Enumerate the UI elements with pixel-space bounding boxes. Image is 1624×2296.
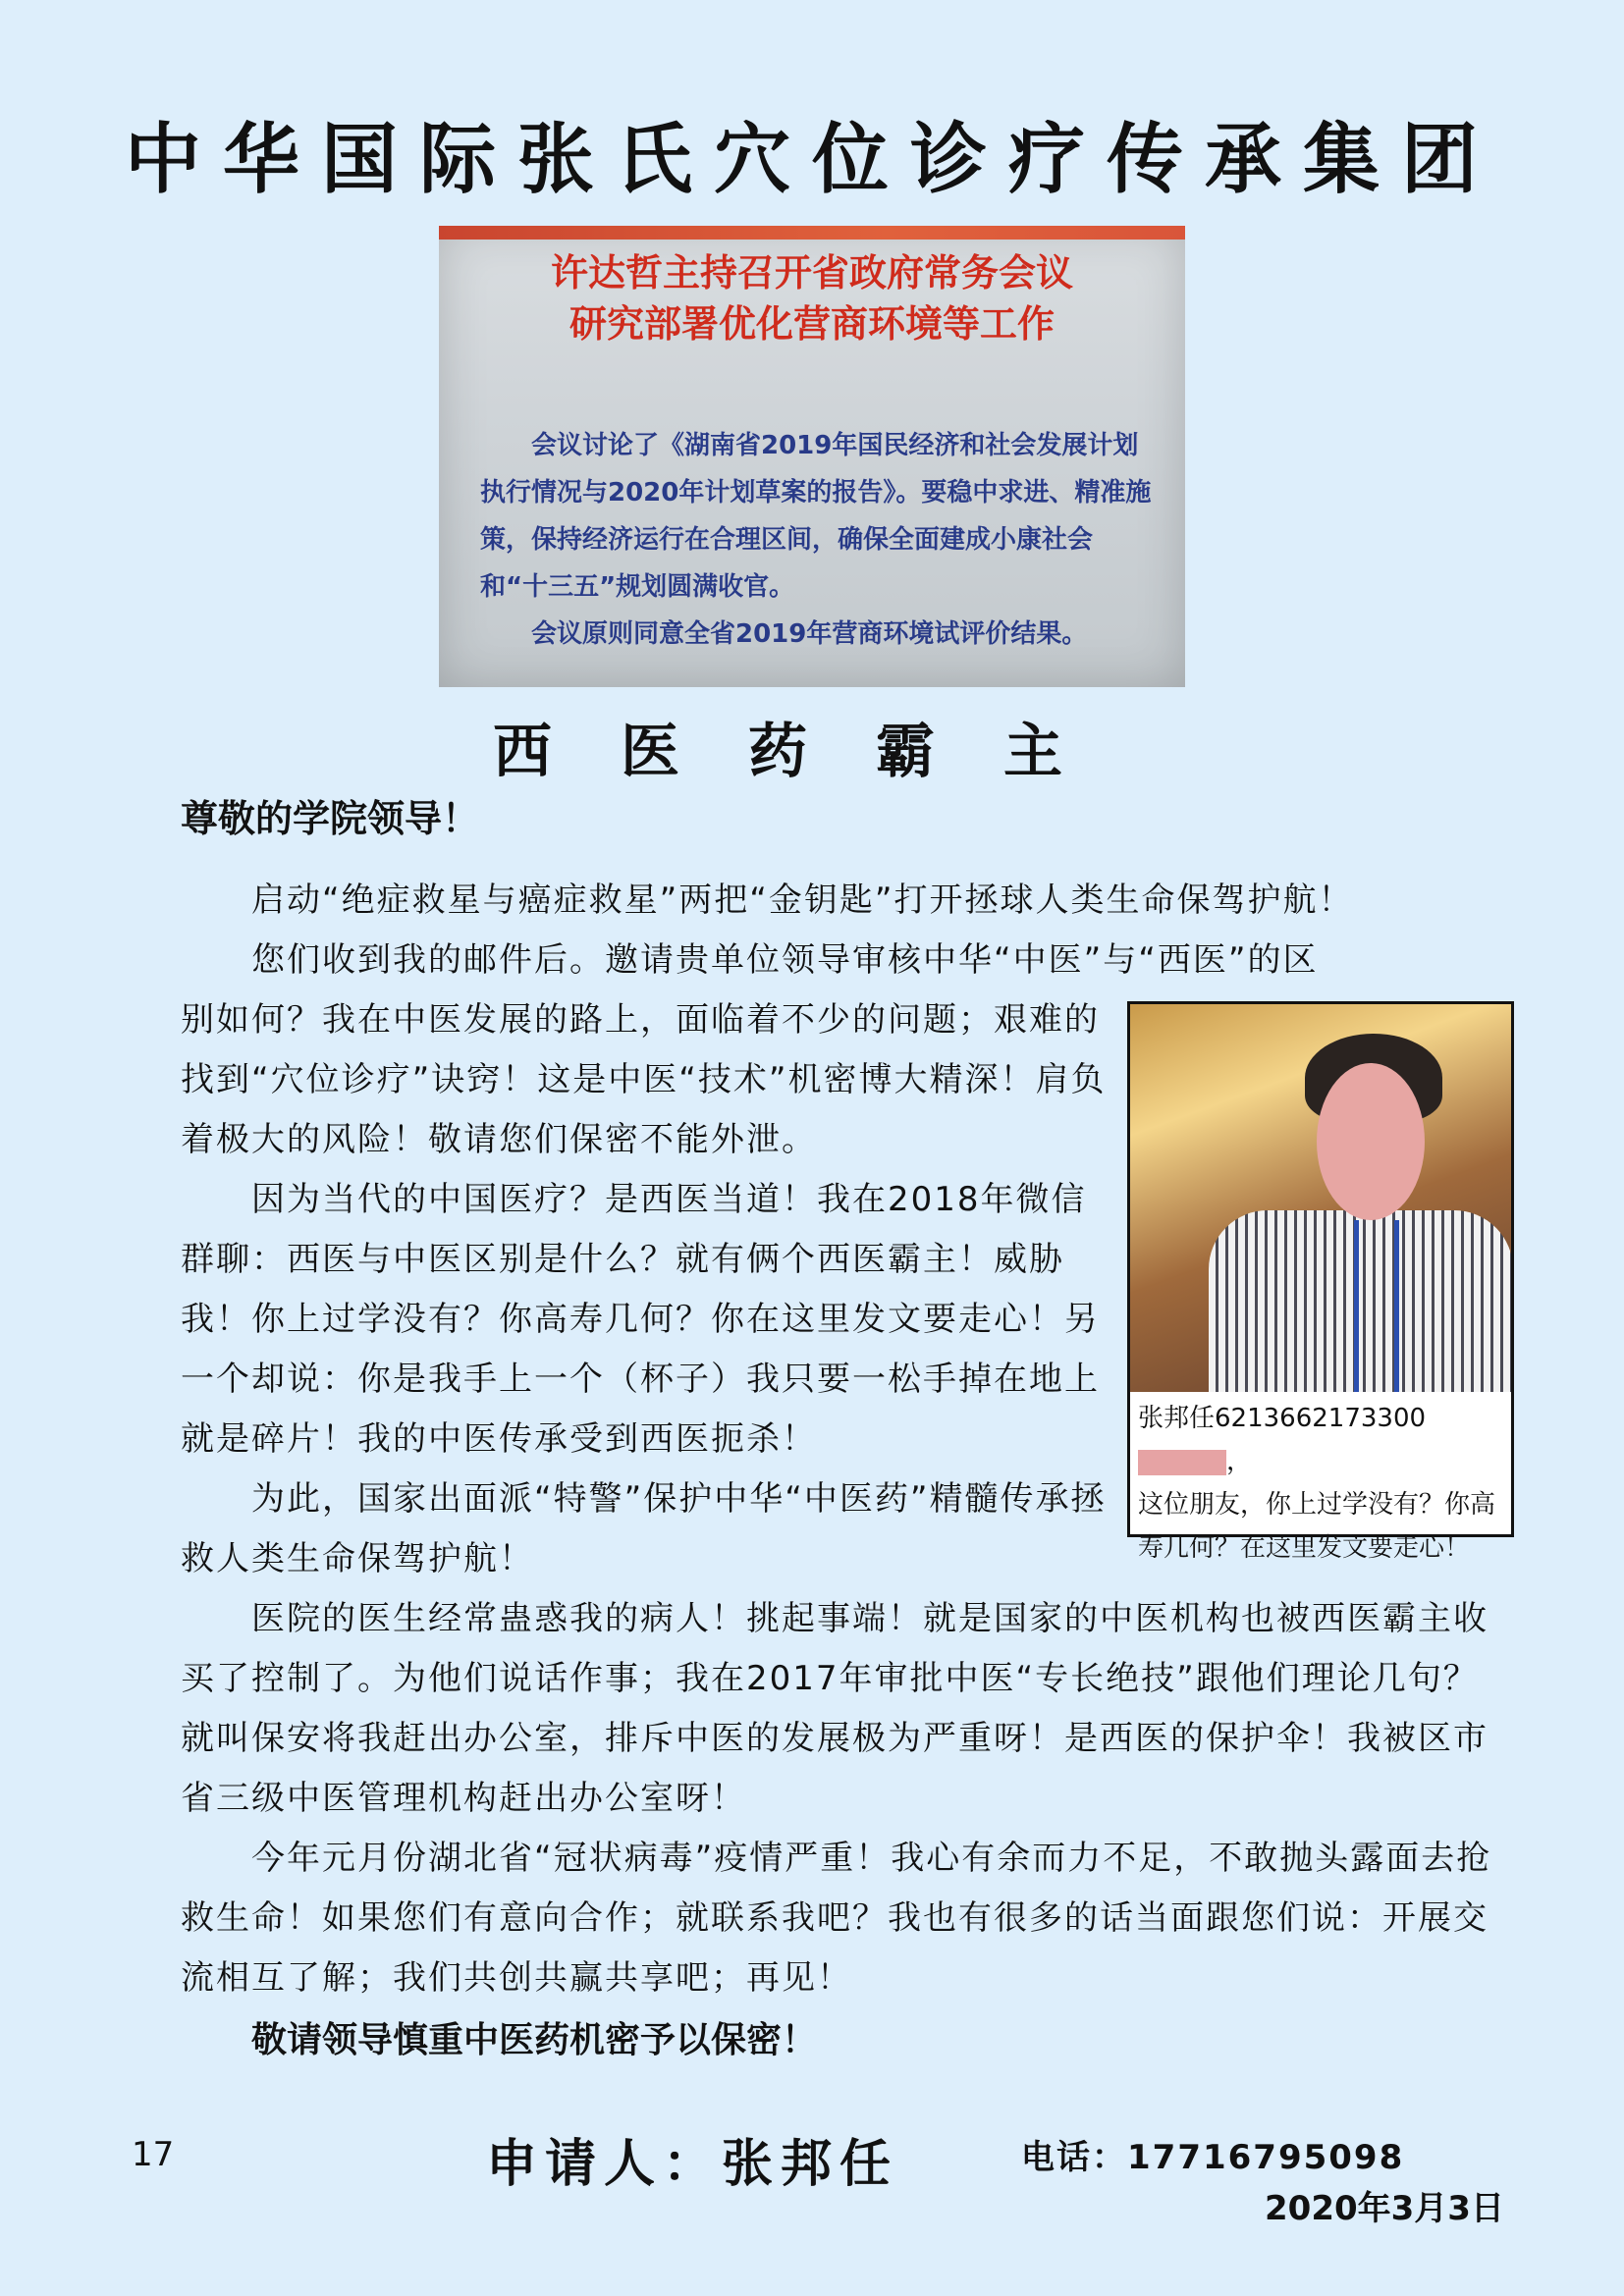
document-title: 中华国际张氏穴位诊疗传承集团	[124, 115, 1499, 204]
greeting: 尊敬的学院领导！	[181, 797, 480, 840]
news-headline	[439, 247, 1185, 349]
letter-paragraph: 启动“绝症救星与癌症救星”两把“金钥匙”打开拯球人类生命保驾护航！	[251, 881, 1354, 920]
caption-account-number: 张邦任6213662173300	[1138, 1404, 1427, 1433]
news-headline-line-2: 研究部署优化营商环境等工作	[568, 302, 1055, 346]
portrait-photo	[1127, 1001, 1514, 1563]
letter-body-wrapped	[181, 990, 1118, 1589]
portrait-image	[1130, 1004, 1511, 1392]
news-body-paragraph: 会议原则同意全省2019年营商环境试评价结果。	[531, 619, 1088, 649]
caption-comma: ，	[1226, 1447, 1253, 1476]
blurred-face	[1317, 1063, 1425, 1220]
letter-body-bottom	[181, 1589, 1501, 2008]
news-body-paragraph: 会议讨论了《湖南省2019年国民经济和社会发展计划执行情况与2020年计划草案的报告》。要稳中求进、精准施策，保持经济运行在合理区间，确保全面建成小康社会和“十三五”规划圆满收官。	[480, 431, 1152, 602]
letter-paragraph: 为此，国家出面派“特警”保护中华“中医药”精髓传承拯救人类生命保驾护航！	[181, 1479, 1107, 1578]
letter-paragraph: 今年元月份湖北省“冠状病毒”疫情严重！我心有余而力不足，不敢抛头露面去抢救生命！如果您们有意向合作；就联系我吧？我也有很多的话当面跟您们说：开展交流相互了解；我们共创共赢共享吧；再见！	[181, 1839, 1492, 1998]
portrait-caption	[1138, 1397, 1503, 1570]
news-headline-line-1: 许达哲主持召开省政府常务会议	[550, 251, 1073, 294]
page-number: 17	[132, 2135, 175, 2174]
applicant-signature: 申请人：张邦任	[486, 2134, 899, 2194]
letter-body-top	[181, 871, 1501, 990]
lanyard	[1354, 1220, 1399, 1392]
news-screenshot-photo	[439, 226, 1185, 687]
section-subtitle: 西医药霸主	[493, 718, 1131, 786]
caption-text: 这位朋友，你上过学没有？你高寿几何？在这里发文要走心！	[1138, 1490, 1496, 1563]
red-banner-strip	[439, 226, 1185, 240]
news-body	[480, 422, 1158, 658]
document-date: 2020年3月3日	[1265, 2189, 1504, 2228]
letter-paragraph: 您们收到我的邮件后。邀请贵单位领导审核中华“中医”与“西医”的区	[251, 940, 1319, 980]
letter-paragraph: 别如何？我在中医发展的路上，面临着不少的问题；艰难的找到“穴位诊疗”诀窍！这是中医“技术”机密博大精深！肩负着极大的风险！敬请您们保密不能外泄。	[181, 1000, 1107, 1159]
phone-number: 电话：17716795098	[1021, 2138, 1405, 2177]
closing-line: 敬请领导慎重中医药机密予以保密！	[251, 2020, 818, 2060]
redaction-mask	[1138, 1450, 1226, 1475]
letter-paragraph: 医院的医生经常蛊惑我的病人！挑起事端！就是国家的中医机构也被西医霸主收买了控制了。为他们说话作事；我在2017年审批中医“专长绝技”跟他们理论几句？就叫保安将我赶出办公室，排斥中医的发展极为严重呀！是西医的保护伞！我被区市省三级中医管理机构赶出办公室呀！	[181, 1599, 1489, 1818]
letter-paragraph: 因为当代的中国医疗？是西医当道！我在2018年微信群聊：西医与中医区别是什么？就有俩个西医霸主！威胁我！你上过学没有？你高寿几何？你在这里发文要走心！另一个却说：你是我手上一个（杯子）我只要一松手掉在地上就是碎片！我的中医传承受到西医扼杀！	[181, 1180, 1100, 1459]
